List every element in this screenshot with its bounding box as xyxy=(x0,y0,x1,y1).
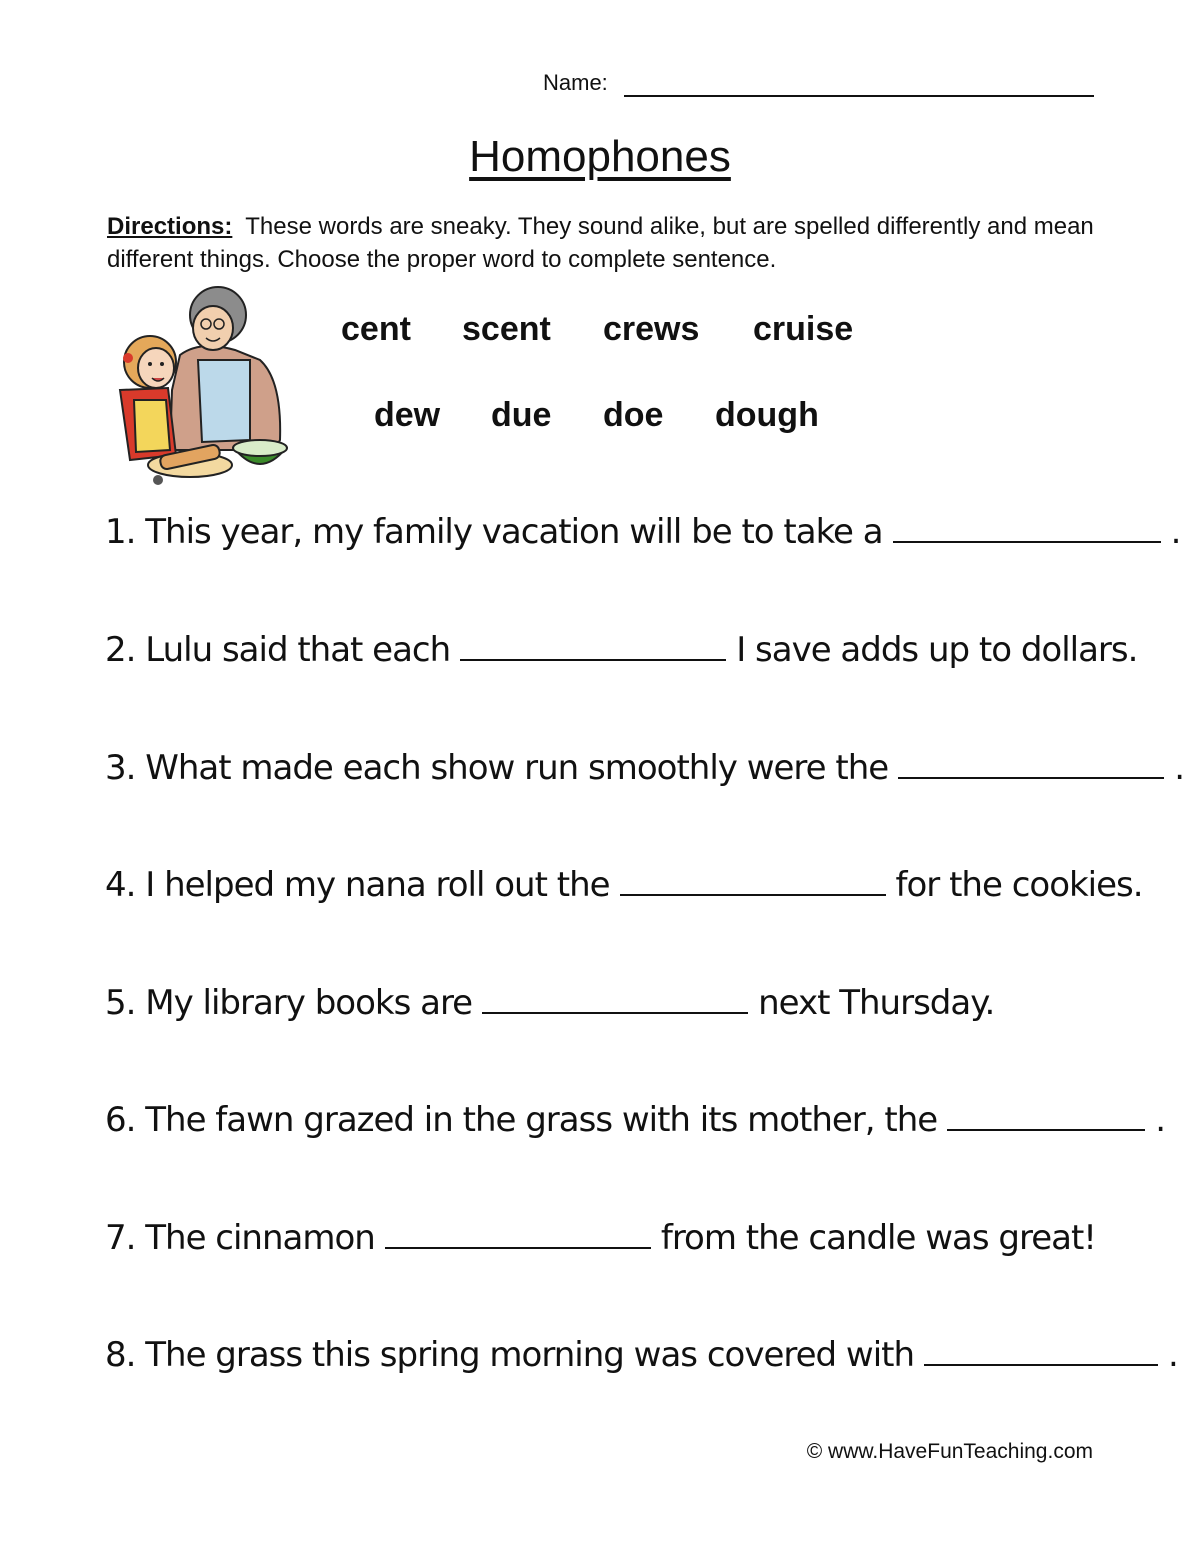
question-4 xyxy=(105,865,1143,905)
question-text: 7. The cinnamon xyxy=(105,1218,375,1258)
directions-text: These words are sneaky. They sound alike, but are spelled differently and mean different things. Choose the proper word to complete sentence. xyxy=(107,213,1094,273)
word-bank-item: dough xyxy=(715,396,819,434)
answer-blank[interactable] xyxy=(893,540,1161,543)
answer-blank[interactable] xyxy=(924,1363,1158,1366)
question-text: 8. The grass this spring morning was covered with xyxy=(105,1335,915,1375)
word-bank-item: doe xyxy=(603,396,664,434)
question-text: from the candle was great! xyxy=(660,1218,1096,1258)
grandma-baking-illustration xyxy=(110,280,295,490)
question-text: next Thursday. xyxy=(758,983,995,1023)
answer-blank[interactable] xyxy=(620,893,886,896)
word-bank-item: scent xyxy=(462,310,551,348)
directions xyxy=(107,210,1107,276)
word-bank-item: dew xyxy=(374,396,441,434)
page-title: Homophones xyxy=(469,132,731,181)
answer-blank[interactable] xyxy=(385,1246,651,1249)
name-line[interactable] xyxy=(624,95,1094,97)
question-3 xyxy=(105,748,1184,788)
question-text: . xyxy=(1155,1100,1166,1140)
word-bank-item: cent xyxy=(341,310,411,348)
question-5 xyxy=(105,983,994,1023)
question-7 xyxy=(105,1218,1096,1258)
question-text: for the cookies. xyxy=(895,865,1143,905)
question-text: . xyxy=(1168,1335,1178,1375)
question-text: 6. The fawn grazed in the grass with its mother, the xyxy=(105,1100,938,1140)
question-text: 3. What made each show run smoothly were the xyxy=(105,748,889,788)
question-text: 1. This year, my family vacation will be to take a xyxy=(105,512,883,552)
word-bank-item: due xyxy=(491,396,552,434)
question-text: 2. Lulu said that each xyxy=(105,630,451,670)
word-bank-item: cruise xyxy=(753,310,854,348)
word-bank-item: crews xyxy=(603,310,700,348)
answer-blank[interactable] xyxy=(460,658,726,661)
answer-blank[interactable] xyxy=(898,776,1164,779)
question-2 xyxy=(105,630,1137,670)
question-6 xyxy=(105,1100,1165,1140)
name-label: Name: xyxy=(543,70,608,95)
question-text: 5. My library books are xyxy=(105,983,473,1023)
question-text: I save adds up to dollars. xyxy=(736,630,1138,670)
question-1 xyxy=(105,512,1180,552)
question-text: . xyxy=(1170,512,1181,552)
question-text: 4. I helped my nana roll out the xyxy=(105,865,610,905)
question-text: . xyxy=(1174,748,1185,788)
copyright-footer: © www.HaveFunTeaching.com xyxy=(806,1440,1093,1463)
answer-blank[interactable] xyxy=(482,1011,748,1014)
question-8 xyxy=(105,1335,1178,1375)
answer-blank[interactable] xyxy=(947,1128,1145,1131)
directions-label: Directions: xyxy=(107,213,233,240)
